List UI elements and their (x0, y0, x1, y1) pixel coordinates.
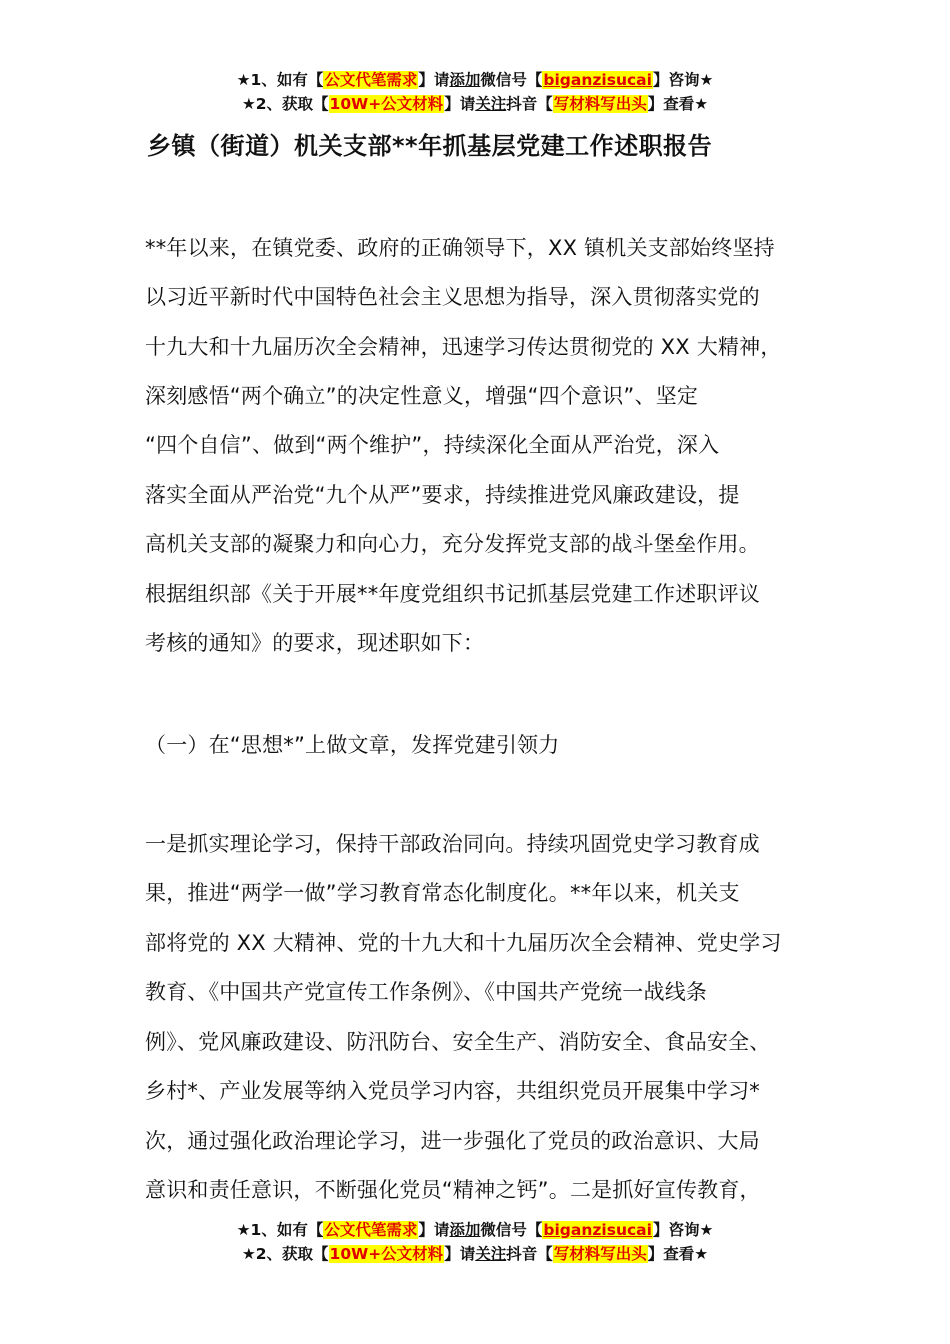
promo-highlight: 10W+公文材料 (329, 95, 444, 113)
promo-text: 关注 (475, 1245, 507, 1263)
promo-line-2 (0, 1242, 950, 1266)
promo-wechat-id: biganzisucai (543, 1221, 652, 1239)
body-line: 次，通过强化政治理论学习，进一步强化了党员的政治意识、大局 (145, 1129, 760, 1153)
body-line: 深刻感悟“两个确立”的决定性意义，增强“四个意识”、坚定 (145, 384, 699, 408)
body-line: 一是抓实理论学习，保持干部政治同向。持续巩固党史学习教育成 (145, 832, 760, 856)
promo-wechat-id: biganzisucai (543, 71, 652, 89)
promo-text: ★1、如有【 (236, 1221, 324, 1239)
promo-line-1 (0, 1218, 950, 1242)
promo-text: 】请 (418, 71, 450, 89)
body-line: 以习近平新时代中国特色社会主义思想为指导，深入贯彻落实党的 (145, 285, 760, 309)
promo-text: 】请 (444, 1245, 476, 1263)
promo-highlight: 写材料写出头 (553, 1245, 647, 1263)
promo-banner-top (0, 68, 950, 116)
promo-text: ★2、获取【 (241, 95, 329, 113)
body-line: 落实全面从严治党“九个从严”要求，持续推进党风廉政建设，提 (145, 483, 740, 507)
body-line: “四个自信”、做到“两个维护”，持续深化全面从严治党，深入 (145, 433, 720, 457)
promo-text: 添加 (449, 1221, 481, 1239)
promo-text: 添加 (449, 71, 481, 89)
promo-text: ★1、如有【 (236, 71, 324, 89)
promo-highlight: 公文代笔需求 (324, 71, 418, 89)
body-line: 果，推进“两学一做”学习教育常态化制度化。**年以来，机关支 (145, 881, 740, 905)
promo-text: 抖音【 (506, 1245, 553, 1263)
promo-text: 抖音【 (506, 95, 553, 113)
promo-text: 微信号【 (480, 71, 543, 89)
promo-text: 】咨询★ (652, 1221, 714, 1239)
promo-text: 微信号【 (480, 1221, 543, 1239)
body-line: 考核的通知》的要求，现述职如下： (145, 631, 485, 655)
body-line: 部将党的 XX 大精神、党的十九大和十九届历次全会精神、党史学习 (145, 931, 782, 955)
body-line: **年以来，在镇党委、政府的正确领导下，XX 镇机关支部始终坚持 (145, 236, 775, 260)
body-line: 乡村*、产业发展等纳入党员学习内容，共组织党员开展集中学习* (145, 1079, 760, 1103)
promo-text: 】请 (418, 1221, 450, 1239)
promo-text: 】查看★ (647, 1245, 709, 1263)
body-line: 根据组织部《关于开展**年度党组织书记抓基层党建工作述职评议 (145, 582, 760, 606)
body-line: 十九大和十九届历次全会精神，迅速学习传达贯彻党的 XX 大精神， (145, 335, 782, 359)
body-line: 教育、《中国共产党宣传工作条例》、《中国共产党统一战线条 (145, 980, 708, 1004)
promo-text: ★2、获取【 (241, 1245, 329, 1263)
promo-text: 关注 (475, 95, 507, 113)
promo-banner-bottom (0, 1218, 950, 1266)
document-title: 乡镇（街道）机关支部**年抓基层党建工作述职报告 (147, 132, 713, 160)
promo-highlight: 写材料写出头 (553, 95, 647, 113)
section-heading: （一）在“思想*”上做文章，发挥党建引领力 (145, 733, 560, 757)
promo-highlight: 公文代笔需求 (324, 1221, 418, 1239)
promo-text: 】咨询★ (652, 71, 714, 89)
body-line: 例》、党风廉政建设、防汛防台、安全生产、消防安全、食品安全、 (145, 1030, 771, 1054)
promo-line-1 (0, 68, 950, 92)
promo-highlight: 10W+公文材料 (329, 1245, 444, 1263)
promo-text: 】请 (444, 95, 476, 113)
body-line: 意识和责任意识，不断强化党员“精神之钙”。二是抓好宣传教育， (145, 1178, 761, 1202)
promo-line-2 (0, 92, 950, 116)
body-line: 高机关支部的凝聚力和向心力，充分发挥党支部的战斗堡垒作用。 (145, 532, 760, 556)
promo-text: 】查看★ (647, 95, 709, 113)
